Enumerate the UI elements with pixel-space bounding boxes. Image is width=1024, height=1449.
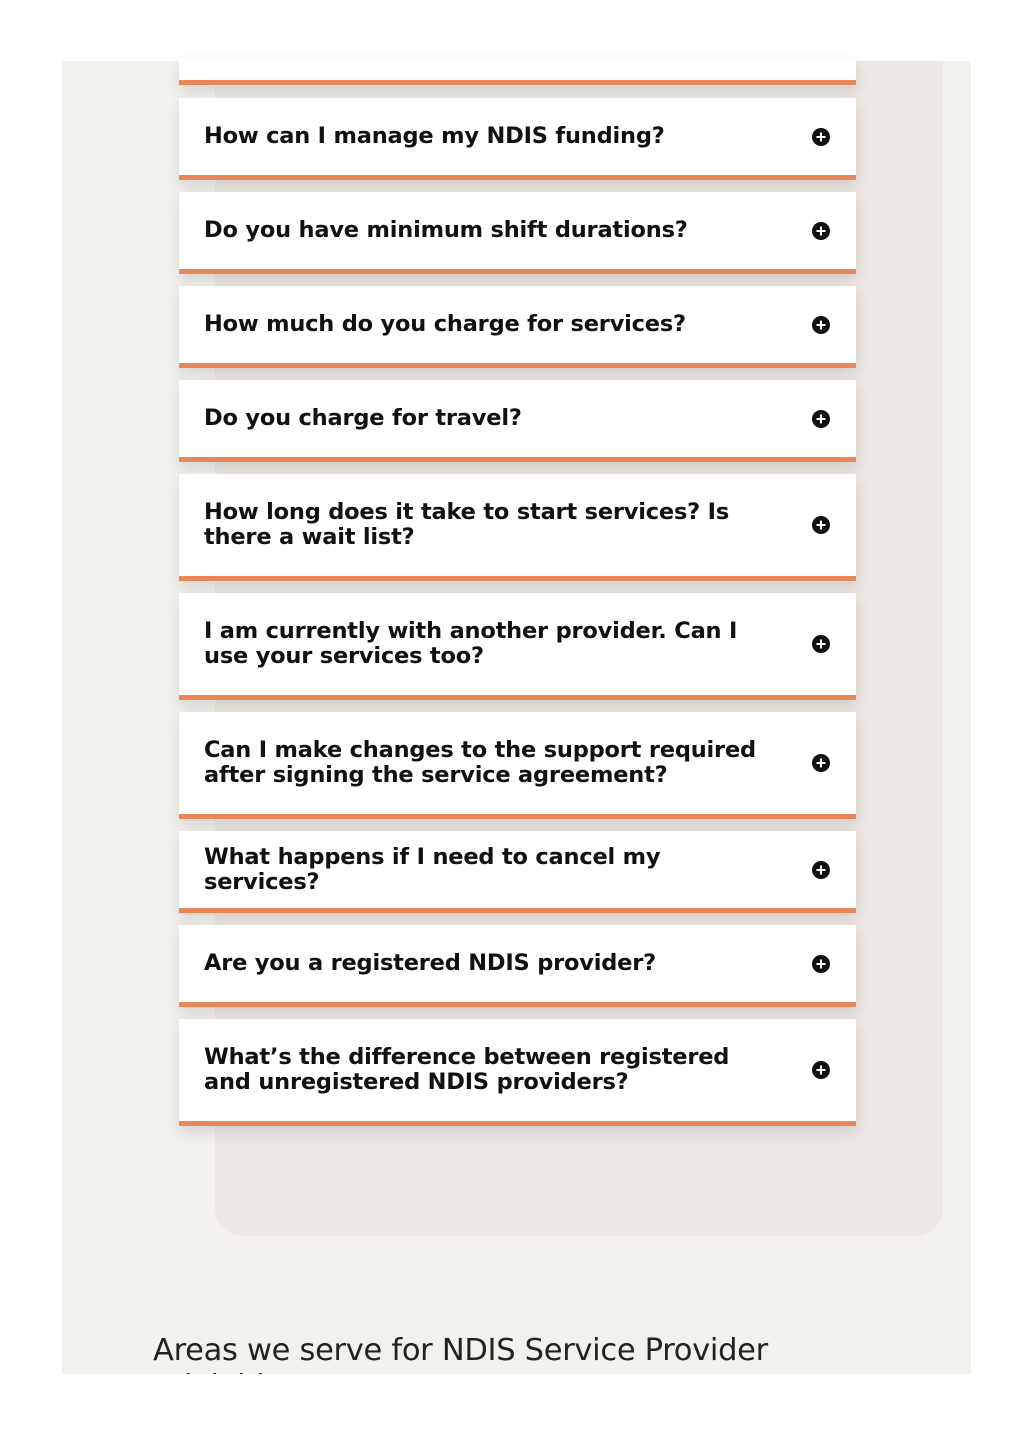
faq-question: I am currently with another provider. Can I use your services too? bbox=[204, 618, 738, 669]
faq-item-another-provider[interactable] bbox=[179, 593, 856, 700]
faq-item-travel[interactable] bbox=[179, 380, 856, 462]
faq-question: How much do you charge for services? bbox=[204, 311, 686, 337]
areas-served-heading: Areas we serve for NDIS Service Provider bbox=[153, 1333, 768, 1368]
faq-question: What happens if I need to cancel my services? bbox=[204, 843, 661, 895]
faq-item-registered-provider[interactable] bbox=[179, 925, 856, 1007]
plus-circle-icon[interactable] bbox=[811, 1060, 831, 1080]
plus-circle-icon[interactable] bbox=[811, 954, 831, 974]
plus-circle-icon[interactable] bbox=[811, 127, 831, 147]
faq-question: Are you a registered NDIS provider? bbox=[204, 950, 656, 976]
faq-item-change-support[interactable] bbox=[179, 712, 856, 819]
faq-item-wait-list[interactable] bbox=[179, 474, 856, 581]
faq-question: How long does it take to start services? Is there a wait list? bbox=[204, 499, 730, 550]
plus-circle-icon[interactable] bbox=[811, 221, 831, 241]
page-bottom-edge bbox=[0, 1374, 1024, 1449]
faq-item-minimum-shift[interactable] bbox=[179, 192, 856, 274]
faq-item-partial[interactable] bbox=[179, 58, 856, 85]
plus-circle-icon[interactable] bbox=[811, 634, 831, 654]
plus-circle-icon[interactable] bbox=[811, 515, 831, 535]
faq-question: Do you charge for travel? bbox=[204, 405, 522, 431]
faq-item-cancel-services[interactable] bbox=[179, 831, 856, 913]
faq-item-charges[interactable] bbox=[179, 286, 856, 368]
plus-circle-icon[interactable] bbox=[811, 409, 831, 429]
faq-question: What’s the difference between registered and unregistered NDIS providers? bbox=[204, 1044, 730, 1095]
plus-circle-icon[interactable] bbox=[811, 860, 831, 880]
plus-circle-icon[interactable] bbox=[811, 753, 831, 773]
faq-question: Can I make changes to the support required after signing the service agreement? bbox=[204, 737, 756, 788]
faq-question: Do you have minimum shift durations? bbox=[204, 217, 688, 243]
faq-item-manage-funding[interactable] bbox=[179, 98, 856, 180]
faq-item-registered-vs-unregistered[interactable] bbox=[179, 1019, 856, 1126]
plus-circle-icon[interactable] bbox=[811, 315, 831, 335]
faq-question: How can I manage my NDIS funding? bbox=[204, 123, 665, 149]
